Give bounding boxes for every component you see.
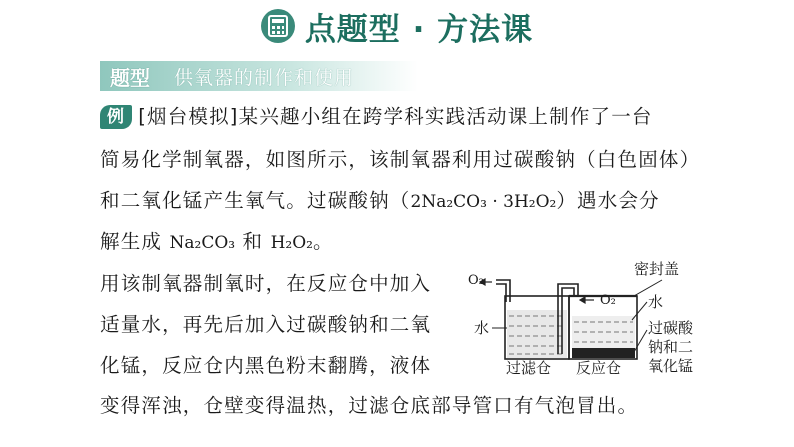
seal-lid-label: 密封盖 xyxy=(634,260,680,278)
text-line-4-pre: 解生成 xyxy=(100,230,170,253)
example-badge: 例 xyxy=(100,105,132,129)
text-line-6: 适量水，再先后加入过碳酸钠和二氧 xyxy=(100,313,432,336)
filter-chamber-label: 过滤仓 xyxy=(506,359,552,377)
oxygen-inner-label: O₂ xyxy=(600,293,616,308)
text-line-1 xyxy=(100,104,653,130)
water-left-label: 水 xyxy=(474,319,490,337)
text-line-8: 变得浑浊，仓壁变得温热，过滤仓底部导管口有气泡冒出。 xyxy=(100,394,639,417)
formula-sodium-percarbonate: 2Na₂CO₃ · 3H₂O₂ xyxy=(410,192,557,212)
topic-tag: 题型 xyxy=(110,65,150,90)
text-line-7: 化锰，反应仓内黑色粉末翻腾，液体 xyxy=(100,354,432,377)
text-line-3-pre: 和二氧化锰产生氧气。过碳酸钠（ xyxy=(100,189,411,212)
page-title-row xyxy=(0,2,794,50)
page-title: 点题型 · 方法课 xyxy=(304,11,534,48)
example-source: [烟台模拟] xyxy=(138,105,239,128)
calculator-icon xyxy=(261,9,295,43)
reagent-label-1: 过碳酸 xyxy=(648,319,694,337)
text-line-4-mid: 和 xyxy=(235,230,271,253)
text-line-1-body: 某兴趣小组在跨学科实践活动课上制作了一台 xyxy=(238,105,653,128)
text-line-5: 用该制氧器制氧时，在反应仓中加入 xyxy=(100,272,432,295)
reagent-label-3: 氧化锰 xyxy=(648,357,694,375)
formula-sodium-carbonate: Na₂CO₃ xyxy=(169,233,236,253)
formula-hydrogen-peroxide: H₂O₂ xyxy=(270,233,313,253)
water-right-label: 水 xyxy=(648,293,664,311)
text-line-3-post: ）遇水会分 xyxy=(556,189,660,212)
text-line-4-post: 。 xyxy=(313,230,334,253)
oxygen-outlet-label: O₂ xyxy=(468,273,484,288)
text-line-2: 简易化学制氧器，如图所示，该制氧器利用过碳酸钠（白色固体） xyxy=(100,148,701,171)
text-line-4 xyxy=(100,229,334,256)
topic-ribbon xyxy=(100,61,418,91)
topic-title: 供氧器的制作和使用 xyxy=(174,66,355,89)
oxygen-generator-diagram xyxy=(462,258,720,378)
reagent-label-2: 钠和二 xyxy=(648,338,694,356)
text-line-3 xyxy=(100,188,660,215)
reaction-chamber-label: 反应仓 xyxy=(576,359,622,377)
